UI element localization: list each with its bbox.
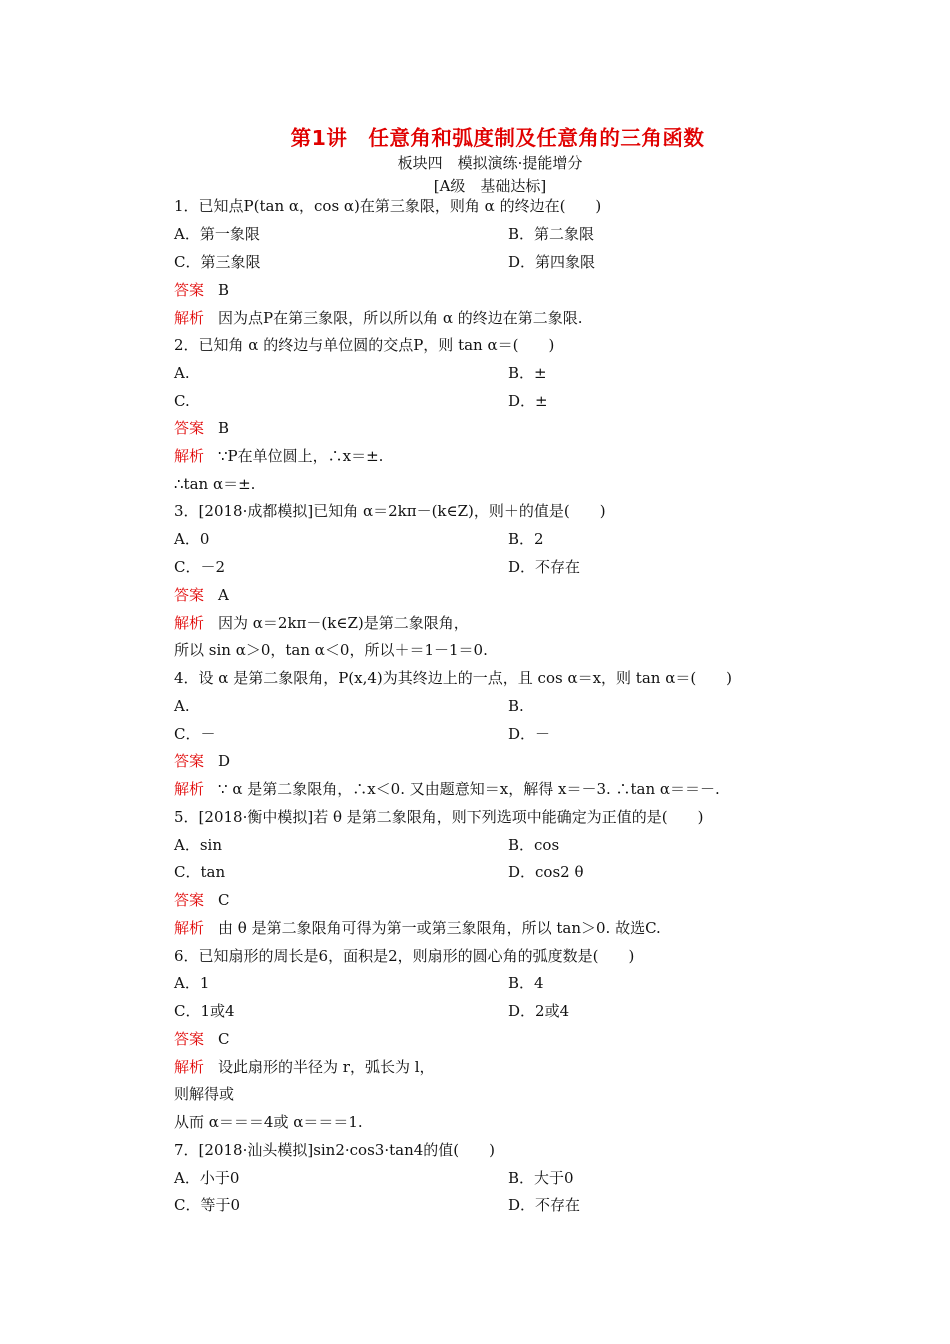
answer-value: D [218,752,231,770]
answer-value: B [218,281,230,299]
analysis-line [174,1057,435,1077]
question-stem: 5．[2018·衡中模拟]若 θ 是第二象限角，则下列选项中能确定为正值的是( ) [174,808,704,826]
answer-line [174,1029,230,1049]
answer-line [174,280,229,300]
analysis-label: 解析 [174,309,205,327]
analysis-text: 从而 α＝＝＝4或 α＝＝＝1. [174,1113,363,1131]
answer-label: 答案 [174,281,205,299]
analysis-label: 解析 [174,447,205,465]
option-b: B．4 [508,974,544,992]
option-a: A．sin [174,836,222,854]
analysis-text: 因为 α＝2kπ－(k∈Z)是第二象限角， [218,614,469,632]
option-d: D．第四象限 [508,253,596,271]
analysis-line [174,308,583,328]
answer-label: 答案 [174,891,205,909]
answer-label: 答案 [174,752,205,770]
answer-line [174,751,230,771]
analysis-line [174,779,720,799]
option-c: C．第三象限 [174,253,261,271]
option-a: A. [174,697,190,715]
option-a: A. [174,364,190,382]
option-d: D．cos2 θ [508,863,584,881]
question-stem: 3．[2018·成都模拟]已知角 α＝2kπ－(k∈Z)，则＋的值是( ) [174,502,606,520]
analysis-text: 则解得或 [174,1085,235,1103]
option-c: C．－2 [174,558,226,576]
option-a: A．0 [174,530,210,548]
option-c: C．tan [174,863,226,881]
option-d: D．± [508,392,548,410]
analysis-text: 由 θ 是第二象限角可得为第一或第三象限角，所以 tan＞0. 故选C. [218,919,661,937]
option-d: D．不存在 [508,558,581,576]
question-stem: 7．[2018·汕头模拟]sin2·cos3·tan4的值( ) [174,1141,495,1159]
option-c: C. [174,392,190,410]
answer-line [174,585,229,605]
analysis-text: 所以 sin α＞0，tan α＜0，所以＋＝1－1＝0. [174,641,488,659]
option-c: C．等于0 [174,1196,241,1214]
answer-label: 答案 [174,419,205,437]
option-a: A．小于0 [174,1169,240,1187]
lesson-title: 第1讲 任意角和弧度制及任意角的三角函数 [290,126,705,150]
option-b: B．2 [508,530,544,548]
answer-value: C [218,1030,230,1048]
analysis-label: 解析 [174,614,205,632]
answer-value: C [218,891,230,909]
option-b: B．± [508,364,547,382]
question-stem: 6．已知扇形的周长是6，面积是2，则扇形的圆心角的弧度数是( ) [174,947,635,965]
question-stem: 1．已知点P(tan α，cos α)在第三象限，则角 α 的终边在( ) [174,197,602,215]
option-b: B．大于0 [508,1169,574,1187]
analysis-text: 因为点P在第三象限，所以所以角 α 的终边在第二象限. [218,309,583,327]
analysis-text: ∵ α 是第二象限角，∴x＜0. 又由题意知＝x，解得 x＝－3. ∴tan α＝＝－. [218,780,720,798]
section-subtitle: 板块四 模拟演练·提能增分 [397,154,583,172]
question-stem: 2．已知角 α 的终边与单位圆的交点P，则 tan α＝( ) [174,336,555,354]
question-stem: 4．设 α 是第二象限角，P(x,4)为其终边上的一点，且 cos α＝x，则 tan α＝( ) [174,669,733,687]
option-a: A．1 [174,974,210,992]
option-d: D．－ [508,725,551,743]
analysis-line [174,918,661,938]
answer-label: 答案 [174,1030,205,1048]
option-b: B．第二象限 [508,225,595,243]
answer-line [174,890,230,910]
option-d: D．不存在 [508,1196,581,1214]
option-d: D．2或4 [508,1002,570,1020]
answer-label: 答案 [174,586,205,604]
analysis-text: ∵P在单位圆上，∴x＝±. [218,447,384,465]
analysis-label: 解析 [174,780,205,798]
option-b: B．cos [508,836,560,854]
analysis-label: 解析 [174,919,205,937]
analysis-label: 解析 [174,1058,205,1076]
option-c: C．1或4 [174,1002,235,1020]
option-c: C．－ [174,725,216,743]
answer-value: B [218,419,230,437]
answer-value: A [218,586,229,604]
analysis-text: ∴tan α＝±. [174,475,256,493]
answer-line [174,418,229,438]
analysis-text: 设此扇形的半径为 r，弧长为 l， [218,1058,435,1076]
analysis-line [174,613,469,633]
level-label: [A级 基础达标] [433,177,547,195]
analysis-line [174,446,383,466]
option-a: A．第一象限 [174,225,260,243]
option-b: B. [508,697,524,715]
